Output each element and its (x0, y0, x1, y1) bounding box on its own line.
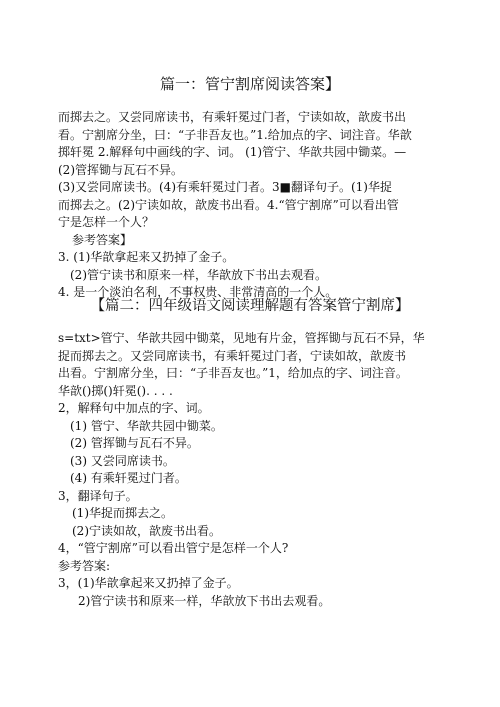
text-line: 3，翻译句子。 (58, 488, 138, 503)
text-line: 3. (1)华歆拿起来又扔掉了金子。 (58, 250, 235, 264)
text-line: s=txt>管宁、华歆共园中锄菜，见地有片金，管挥锄与瓦石不异，华 (58, 331, 425, 345)
text-line: 2，解释句中加点的字、词。 (58, 401, 210, 415)
section-one-title: 篇一：管宁割席阅读答案】 (159, 75, 340, 93)
text-line: 华歆()掷()轩冕(). . . . (58, 383, 173, 398)
text-line: (2)宁读如故，歆废书出看。 (72, 523, 221, 538)
text-line: (1) 管宁、华歆共园中锄菜。 (70, 418, 223, 433)
text-line: 掷轩冕 2.解释句中画线的字、词。 (1)管宁、华歆共园中锄菜。— (58, 145, 407, 159)
section-two-body (58, 330, 468, 610)
text-line: 4. 是一个淡泊名利，不事权贵、非常清高的一个人。 (58, 285, 338, 299)
text-line: 3，(1)华歆拿起来又扔掉了金子。 (58, 576, 239, 590)
text-line: (3)又尝同席读书。(4)有乘轩冕过门者。3■翻译句子。(1)华捉 (58, 180, 392, 194)
text-line: 4，“管宁割席”可以看出管宁是怎样一个人? (58, 541, 289, 555)
answer-heading: 参考答案】 (72, 232, 133, 247)
text-line: 出看。宁割席分坐，曰：“子非吾友也。”1，给加点的字、词注音。 (58, 366, 408, 380)
section-one-body (58, 109, 468, 302)
text-line: (3) 又尝同席读书。 (70, 453, 175, 468)
text-line: 而掷去之。(2)宁读如故，歆废书出看。4.“管宁割席”可以看出管 (58, 197, 399, 212)
text-line: (4) 有乘轩冕过门者。 (70, 471, 187, 485)
answer-heading: 参考答案: (58, 558, 111, 573)
text-line: (2) 管挥锄与瓦石不异。 (70, 436, 199, 450)
text-line: (2)管宁读书和原来一样，华歆放下书出去观看。 (70, 267, 327, 282)
text-line: (2)管挥锄与瓦石不异。 (58, 162, 183, 177)
text-line: 捉而掷去之。又尝同席读书，有乘轩冕过门者，宁读如故，歆废书 (58, 348, 407, 363)
text-line: 看。宁割席分坐，曰：“子非吾友也。”1.给加点的字、词注音。华歆 (58, 127, 412, 142)
text-line: (1)华捉而掷去之。 (72, 506, 173, 520)
section-two-title: 【篇二：四年级语文阅读理解题有答案管宁割席】 (90, 298, 410, 314)
text-line: 而掷去之。又尝同席读书，有乘轩冕过门者，宁读如故，歆废书出 (58, 110, 407, 124)
text-line: 宁是怎样一个人？ (58, 215, 155, 229)
text-line: 2)管宁读书和原来一样，华歆放下书出去观看。 (78, 593, 331, 608)
